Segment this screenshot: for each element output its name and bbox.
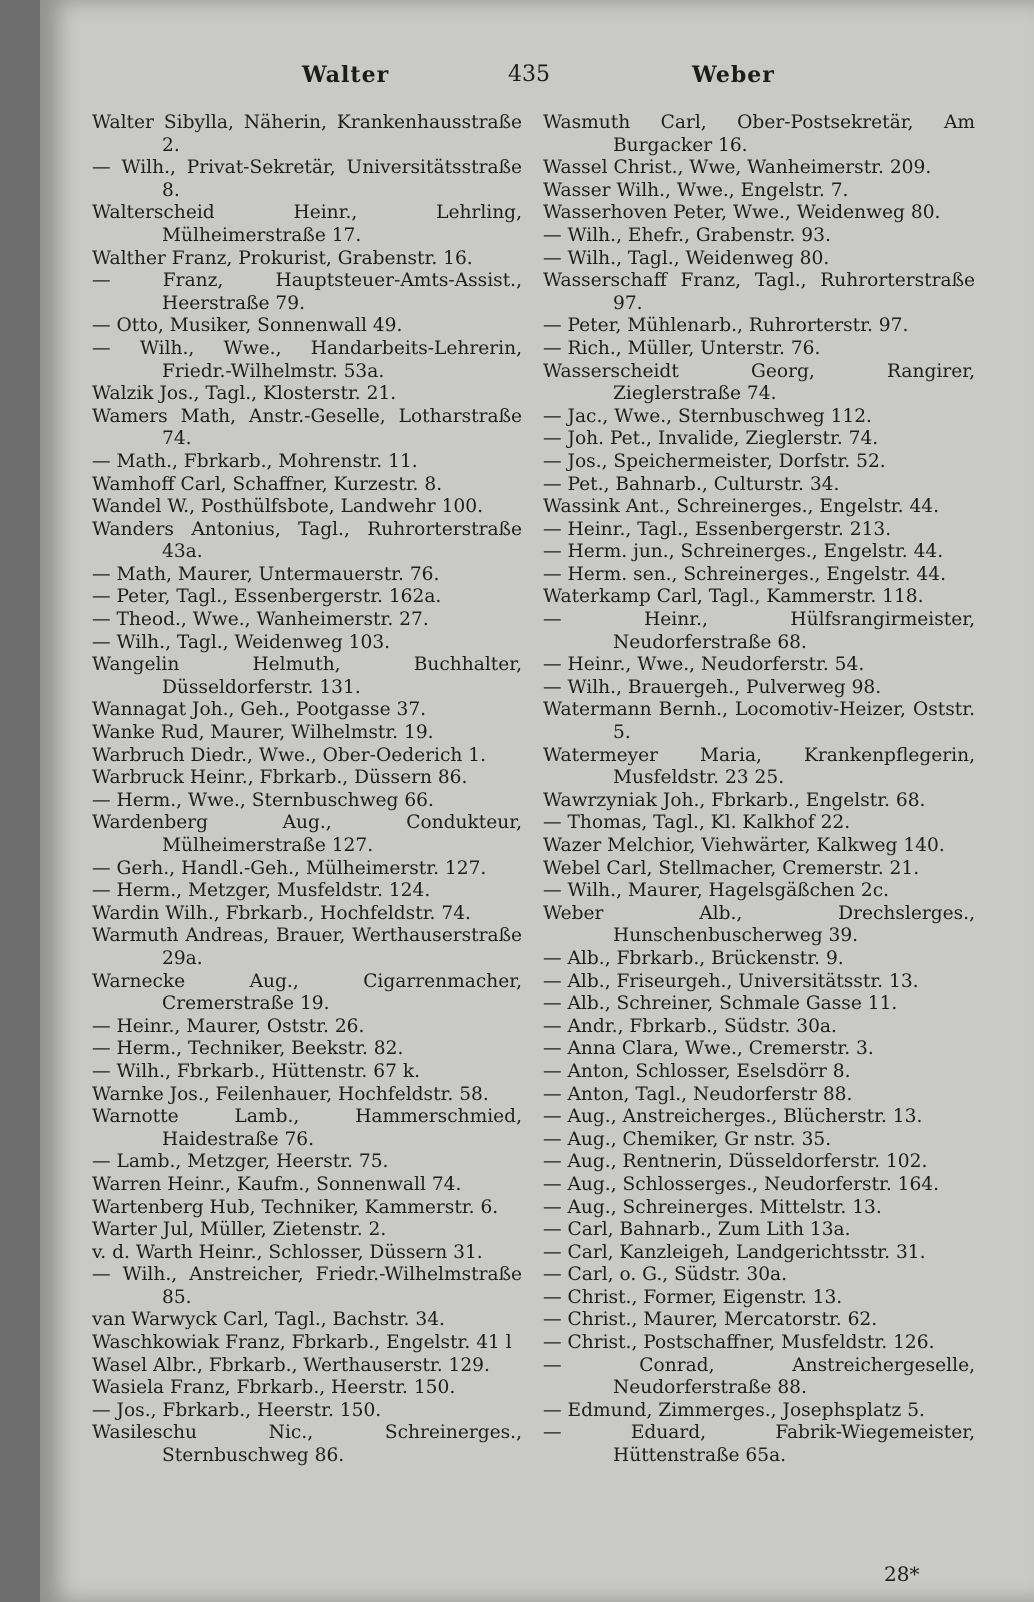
directory-entry: — Wilh., Wwe., Handarbeits-Lehrerin, Friedr.-Wilhelmstr. 53a.	[92, 337, 522, 382]
directory-entry: — Herm., Wwe., Sternbuschweg 66.	[92, 789, 434, 811]
directory-entry: Walter Sibylla, Näherin, Krankenhausstraße 2.	[92, 112, 522, 156]
directory-entry: Wanke Rud, Maurer, Wilhelmstr. 19.	[92, 722, 434, 744]
directory-entry: Watermeyer Maria, Krankenpflegerin, Musfeldstr. 23 25.	[543, 744, 975, 789]
directory-entry: Wasel Albr., Fbrkarb., Werthauserstr. 129.	[92, 1354, 490, 1376]
directory-entry: Wassink Ant., Schreinerges., Engelstr. 44.	[543, 496, 940, 518]
directory-entry: Weber Alb., Drechslerges., Hunschenbuscherweg 39.	[543, 902, 975, 947]
page-number: 435	[508, 62, 550, 87]
directory-entry: Wamhoff Carl, Schaffner, Kurzestr. 8.	[92, 473, 443, 495]
directory-entry: Warmuth Andreas, Brauer, Werthauserstraße 29a.	[92, 925, 522, 969]
directory-entry: — Heinr., Hülfsrangirmeister, Neudorferstraße 68.	[543, 609, 975, 653]
directory-entry: Wasmuth Carl, Ober-Postsekretär, Am Burgacker 16.	[543, 112, 975, 156]
directory-entry: — Eduard, Fabrik-Wiegemeister, Hüttenstraße 65a.	[543, 1422, 975, 1467]
directory-entry: Walzik Jos., Tagl., Klosterstr. 21.	[92, 383, 397, 405]
directory-entry: Waschkowiak Franz, Fbrkarb., Engelstr. 41 l	[92, 1332, 512, 1354]
directory-entry: Wassel Christ., Wwe, Wanheimerstr. 209.	[543, 157, 932, 179]
directory-entry: — Aug., Anstreicherges., Blücherstr. 13.	[543, 1106, 923, 1128]
directory-entry: — Heinr., Maurer, Oststr. 26.	[92, 1015, 365, 1037]
header-left-keyword: Walter	[302, 62, 390, 88]
directory-entry: Wartenberg Hub, Techniker, Kammerstr. 6.	[92, 1196, 499, 1218]
directory-entry: Walther Franz, Prokurist, Grabenstr. 16.	[92, 247, 473, 269]
directory-entry: — Anton, Tagl., Neudorferstr 88.	[543, 1083, 853, 1105]
directory-entry: — Aug., Schlosserges., Neudorferstr. 164.	[543, 1173, 940, 1195]
header-right-keyword: Weber	[692, 62, 775, 88]
directory-entry: Warnke Jos., Feilenhauer, Hochfeldstr. 58.	[92, 1083, 489, 1105]
directory-entry: Wanders Antonius, Tagl., Ruhrorterstraße 43a.	[92, 518, 522, 563]
directory-entry: — Herm., Metzger, Musfeldstr. 124.	[92, 880, 431, 902]
directory-entry: — Aug., Schreinerges. Mittelstr. 13.	[543, 1196, 882, 1218]
page-header	[40, 62, 1034, 92]
directory-entry: Warnotte Lamb., Hammerschmied, Haidestraße 76.	[92, 1106, 522, 1150]
directory-entry: Wardenberg Aug., Condukteur, Mülheimerstraße 127.	[92, 812, 522, 856]
directory-entry: — Theod., Wwe., Wanheimerstr. 27.	[92, 609, 429, 631]
directory-entry: — Jac., Wwe., Sternbuschweg 112.	[543, 405, 872, 427]
directory-entry: — Jos., Speichermeister, Dorfstr. 52.	[543, 450, 886, 472]
directory-entry: — Herm. sen., Schreinerges., Engelstr. 44.	[543, 563, 946, 585]
directory-entry: Waterkamp Carl, Tagl., Kammerstr. 118.	[543, 586, 924, 608]
directory-entry: — Alb., Friseurgeh., Universitätsstr. 13.	[543, 970, 919, 992]
directory-entry: v. d. Warth Heinr., Schlosser, Düssern 31.	[92, 1241, 483, 1263]
directory-entry: — Wilh., Ehefr., Grabenstr. 93.	[543, 224, 831, 246]
directory-entry: — Christ., Postschaffner, Musfeldstr. 126.	[543, 1332, 935, 1354]
directory-entry: Wannagat Joh., Geh., Pootgasse 37.	[92, 699, 427, 721]
directory-entry: Wasserschaff Franz, Tagl., Ruhrorterstraße 97.	[543, 270, 975, 314]
directory-entry: Wardin Wilh., Fbrkarb., Hochfeldstr. 74.	[92, 902, 471, 924]
directory-entry: Wasser Wilh., Wwe., Engelstr. 7.	[543, 179, 849, 201]
directory-entry: — Anton, Schlosser, Eselsdörr 8.	[543, 1060, 851, 1082]
directory-entry: — Peter, Mühlenarb., Ruhrorterstr. 97.	[543, 315, 909, 337]
directory-entry: — Wilh., Fbrkarb., Hüttenstr. 67 k.	[92, 1060, 420, 1082]
directory-entry: — Wilh., Tagl., Weidenweg 103.	[92, 631, 391, 653]
directory-entry: Webel Carl, Stellmacher, Cremerstr. 21.	[543, 857, 920, 879]
directory-entry: Walterscheid Heinr., Lehrling, Mülheimerstraße 17.	[92, 202, 522, 246]
directory-entry: — Wilh., Brauergeh., Pulverweg 98.	[543, 676, 882, 698]
directory-entry: — Heinr., Wwe., Neudorferstr. 54.	[543, 654, 865, 676]
directory-entry: Wasserhoven Peter, Wwe., Weidenweg 80.	[543, 202, 941, 224]
directory-entry: — Pet., Bahnarb., Culturstr. 34.	[543, 473, 840, 495]
directory-entry: — Conrad, Anstreichergeselle, Neudorferstraße 88.	[543, 1354, 975, 1399]
directory-entry: — Carl, Bahnarb., Zum Lith 13a.	[543, 1219, 851, 1241]
directory-entry: — Math., Fbrkarb., Mohrenstr. 11.	[92, 450, 418, 472]
directory-entry: — Christ., Maurer, Mercatorstr. 62.	[543, 1309, 878, 1331]
directory-page	[40, 0, 1034, 1602]
directory-entry: — Aug., Rentnerin, Düsseldorferstr. 102.	[543, 1151, 928, 1173]
directory-entry: — Alb., Schreiner, Schmale Gasse 11.	[543, 993, 898, 1015]
directory-entry: — Herm. jun., Schreinerges., Engelstr. 44.	[543, 541, 944, 563]
directory-entry: — Wilh., Anstreicher, Friedr.-Wilhelmstraße 85.	[92, 1264, 522, 1308]
directory-entry: — Gerh., Handl.-Geh., Mülheimerstr. 127.	[92, 857, 487, 879]
directory-entry: — Otto, Musiker, Sonnenwall 49.	[92, 315, 403, 337]
directory-entry: Wasserscheidt Georg, Rangirer, Zieglerstraße 74.	[543, 360, 975, 405]
directory-entry: Wamers Math, Anstr.-Geselle, Lotharstraße 74.	[92, 405, 522, 450]
directory-entry: — Anna Clara, Wwe., Cremerstr. 3.	[543, 1038, 874, 1060]
directory-entry: Wazer Melchior, Viehwärter, Kalkweg 140.	[543, 835, 945, 856]
directory-entry: Wandel W., Posthülfsbote, Landwehr 100.	[92, 496, 483, 518]
directory-entry: Wangelin Helmuth, Buchhalter, Düsseldorferstr. 131.	[92, 654, 522, 698]
directory-entry: — Lamb., Metzger, Heerstr. 75.	[92, 1151, 389, 1173]
directory-entry: — Herm., Techniker, Beekstr. 82.	[92, 1038, 404, 1060]
directory-entry: — Alb., Fbrkarb., Brückenstr. 9.	[543, 947, 844, 969]
directory-entry: — Wilh., Tagl., Weidenweg 80.	[543, 247, 830, 269]
directory-entry: Warnecke Aug., Cigarrenmacher, Cremerstraße 19.	[92, 970, 522, 1015]
directory-entry: — Andr., Fbrkarb., Südstr. 30a.	[543, 1015, 837, 1037]
directory-entry: — Heinr., Tagl., Essenbergerstr. 213.	[543, 518, 892, 540]
directory-entry: Warter Jul, Müller, Zietenstr. 2.	[92, 1219, 387, 1241]
directory-entry: Warbruch Diedr., Wwe., Ober-Oederich 1.	[92, 744, 486, 766]
directory-entry: — Christ., Former, Eigenstr. 13.	[543, 1286, 843, 1308]
directory-entry: — Wilh., Privat-Sekretär, Universitätsstraße 8.	[92, 157, 522, 201]
directory-entry: Warbruck Heinr., Fbrkarb., Düssern 86.	[92, 767, 468, 789]
signature-mark: 28*	[884, 1562, 920, 1586]
directory-entry: — Rich., Müller, Unterstr. 76.	[543, 337, 821, 359]
directory-entry: — Joh. Pet., Invalide, Zieglerstr. 74.	[543, 428, 879, 450]
directory-entry: Watermann Bernh., Locomotiv-Heizer, Oststr. 5.	[543, 699, 975, 744]
left-column	[92, 112, 522, 1468]
directory-entry: Warren Heinr., Kaufm., Sonnenwall 74.	[92, 1173, 462, 1195]
directory-entry: — Jos., Fbrkarb., Heerstr. 150.	[92, 1399, 382, 1421]
directory-entry: Wasiela Franz, Fbrkarb., Heerstr. 150.	[92, 1377, 456, 1399]
directory-entry: — Peter, Tagl., Essenbergerstr. 162a.	[92, 586, 442, 608]
directory-entry: van Warwyck Carl, Tagl., Bachstr. 34.	[92, 1309, 445, 1331]
directory-entry: — Thomas, Tagl., Kl. Kalkhof 22.	[543, 812, 851, 834]
directory-entry: — Franz, Hauptsteuer-Amts-Assist., Heerstraße 79.	[92, 270, 522, 314]
directory-entry: — Edmund, Zimmerges., Josephsplatz 5.	[543, 1399, 925, 1421]
directory-entry: — Math, Maurer, Untermauerstr. 76.	[92, 563, 440, 585]
directory-entry: — Aug., Chemiker, Gr nstr. 35.	[543, 1128, 832, 1150]
directory-entry: — Wilh., Maurer, Hagelsgäßchen 2c.	[543, 880, 890, 902]
directory-entry: — Carl, o. G., Südstr. 30a.	[543, 1264, 788, 1286]
directory-entry: — Carl, Kanzleigeh, Landgerichtsstr. 31.	[543, 1241, 926, 1263]
directory-entry: Wawrzyniak Joh., Fbrkarb., Engelstr. 68.	[543, 789, 926, 811]
directory-entry: Wasileschu Nic., Schreinerges., Sternbuschweg 86.	[92, 1422, 522, 1467]
right-column	[543, 112, 975, 1468]
